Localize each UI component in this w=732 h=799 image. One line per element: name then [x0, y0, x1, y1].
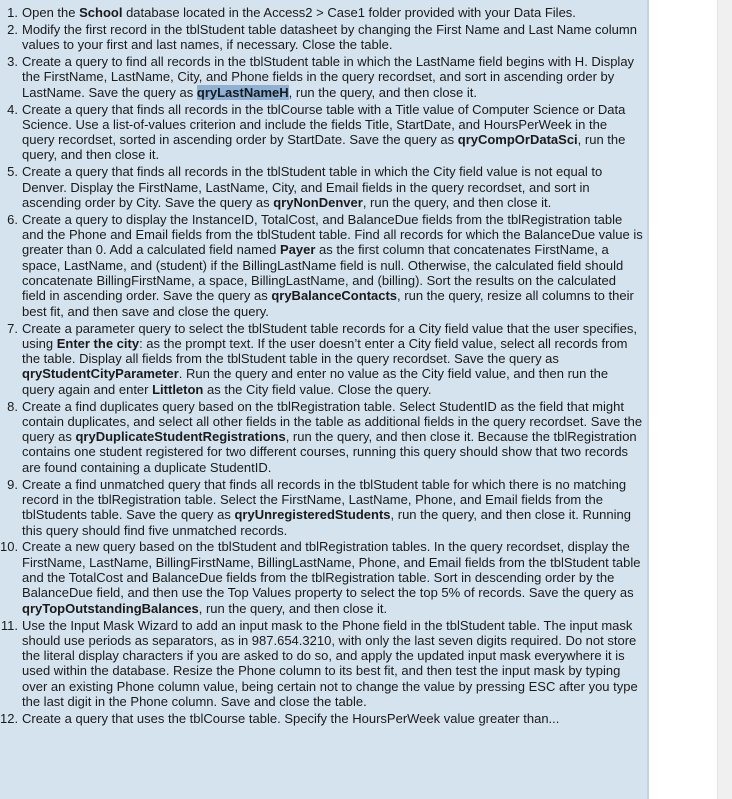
list-item: [0, 102, 643, 163]
step-text: : as the prompt text. If the user doesn’t enter a City field value, select all records from the table. Display all fields from the tblStudent table in the query recordset. Save the query as: [22, 335, 628, 367]
step-number: 10.: [0, 539, 19, 555]
step-text: , run the query, resize all columns to their best fit, and then save and close the query.: [22, 288, 634, 319]
list-item: [0, 164, 643, 210]
bold-term: qryUnregisteredStudents: [234, 507, 391, 523]
step-number: 12.: [0, 710, 19, 726]
list-item: [0, 539, 643, 615]
step-text: , run the query, and then close it. Because the tblRegistration contains one student registered for two different courses, running this query should show that two records are found containing a duplicate StudentID.: [22, 429, 637, 475]
vertical-scrollbar[interactable]: [717, 0, 732, 799]
bold-term: Littleton: [152, 381, 204, 397]
step-number: 5.: [7, 164, 18, 180]
side-panel: [649, 0, 732, 799]
bold-term: Payer: [280, 242, 316, 258]
step-text: Modify the first record in the tblStudent table datasheet by changing the First Name and Last Name column values to your first and last names, if necessary. Close the table.: [22, 21, 637, 53]
step-text: , run the query, and then close it. Running this query should find five unmatched records.: [22, 507, 631, 538]
list-item: [0, 711, 643, 726]
list-item: [0, 399, 643, 475]
bold-term: qryCompOrDataSci: [457, 132, 578, 148]
bold-term: qryBalanceContacts: [271, 288, 398, 304]
step-text: . Run the query and enter no value as the City field value, and then run the query again and enter: [22, 366, 609, 397]
step-text: Create a parameter query to select the tblStudent table records for a City field value that the user specifies, using: [22, 320, 637, 351]
step-text: Create a find unmatched query that finds all records in the tblStudent table for which there is no matching record in the tblRegistration table. Select the FirstName, LastName, Phone, and Email fields from the tblStudents table. Save the query as: [22, 476, 627, 523]
step-text: Create a new query based on the tblStudent and tblRegistration tables. In the query recordset, display the FirstName, LastName, BillingFirstName, BillingLastName, Phone, and Email fields from the tblStudent table and the TotalCost and BalanceDue fields from the tblRegistration table. Sort in descending order by the BalanceDue field, and then use the Top Values property to select the top 5% of records. Save the query as: [22, 539, 641, 601]
step-text: Create a query that finds all records in the tblCourse table with a Title value of Computer Science or Data Science. Use a list-of-values criterion and include the fields Title, StartDate, and HoursPerWeek in the query recordset, sorted in ascending order by StartDate. Save the query as: [22, 101, 626, 148]
list-item: [0, 212, 643, 319]
step-text: Create a query to display the InstanceID, TotalCost, and BalanceDue fields from the tblRegistration table and the Phone and Email fields from the tblStudent table. Find all records for which the BalanceDue value is greater than 0. Add a calculated field named: [22, 211, 643, 258]
bold-term: Enter the city: [56, 335, 140, 351]
bold-term: qryDuplicateStudentRegistrations: [75, 429, 286, 445]
bold-term: School: [79, 5, 123, 20]
list-item: [0, 54, 643, 100]
step-number: 2.: [7, 21, 18, 37]
step-number: 6.: [7, 211, 18, 227]
step-text: , run the query, and then close it.: [362, 194, 552, 210]
step-text: Create a query that finds all records in the tblStudent table in which the City field value is not equal to Denver. Display the FirstName, LastName, City, and Email fields in the query recordset, and sort in ascending order by City. Save the query as: [22, 164, 603, 210]
step-number: 7.: [7, 320, 18, 336]
step-text: , run the query, and then close it.: [198, 600, 388, 616]
step-number: 9.: [7, 476, 18, 492]
list-item: [0, 22, 643, 53]
step-text: as the City field value. Close the query.: [203, 381, 432, 397]
step-text: Create a find duplicates query based on the tblRegistration table. Select StudentID as the field that might contain duplicates, and select all other fields in the table as additional fields in the query recordset. Save the query as: [22, 398, 643, 445]
bold-term: qryStudentCityParameter: [22, 366, 179, 382]
list-item: [0, 321, 643, 397]
step-text: Use the Input Mask Wizard to add an input mask to the Phone field in the tblStudent table. The input mask should use periods as separators, as in 987.654.3210, with only the last seven digits required. Do not store the literal display characters if you are asked to do so, and apply the updated input mask everywhere it is used within the database. Resize the Phone column to its best fit, and then test the input mask by typing over an existing Phone column value, being certain not to change the value by pressing ESC after you type the last digit in the Phone column. Save and close the table.: [22, 617, 638, 709]
step-number: 4.: [7, 101, 18, 117]
step-text: Create a query that uses the tblCourse table. Specify the HoursPerWeek value greater than...: [22, 710, 560, 726]
bold-term: qryTopOutstandingBalances: [22, 600, 199, 616]
bold-term: qryNonDenver: [273, 194, 363, 210]
list-item: [0, 5, 643, 20]
step-text: Create a query to find all records in the tblStudent table in which the LastName field begins with H. Display the FirstName, LastName, City, and Phone fields in the query recordset, and sort in ascending order by LastName. Save the query as: [22, 54, 635, 100]
list-item: [0, 618, 643, 710]
step-number: 8.: [7, 398, 18, 414]
step-text: , run the query, and then close it.: [22, 132, 626, 163]
step-text: as the first column that concatenates FirstName, a space, LastName, and (student) if the BillingLastName field is null. Otherwise, the calculated field should concatenate BillingFirstName, a space, BillingLastName, and (billing). Sort the results on the calculated field in ascending order. Save the query as: [22, 242, 624, 304]
step-text: Open the: [22, 5, 80, 20]
bold-term: qryLastNameH: [196, 84, 289, 100]
step-number: 11.: [0, 617, 18, 633]
list-item: [0, 477, 643, 538]
step-number: 1.: [7, 5, 18, 20]
step-text: , run the query, and then close it.: [288, 84, 478, 100]
step-number: 3.: [7, 54, 18, 70]
step-text: database located in the Access2 > Case1 folder provided with your Data Files.: [122, 5, 576, 20]
